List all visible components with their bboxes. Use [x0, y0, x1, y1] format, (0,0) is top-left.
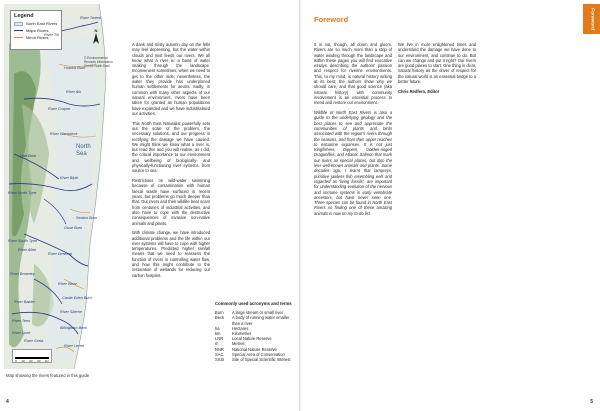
label-river-north-tyne: River North Tyne	[8, 191, 37, 195]
label-howick-burn: Howick Burn	[64, 66, 86, 70]
acronyms-box	[215, 301, 295, 362]
acronym-term: km	[215, 331, 221, 337]
label-river-south-tyne: River South Tyne	[8, 239, 38, 243]
label-river-derwent: River Derwent	[48, 252, 73, 256]
label-river-tweed: River Tweed	[80, 16, 102, 20]
paragraph: This North East Naturalist powerfully sets out the scale of the problem, the necessary solutions, and our progress in rectifying the damage we have caused. We might think we know what a river is, but read this and you will realise, as I did, the critical importance to our environment and wellbeing of biologically- and physically-functioning river systems, from source to sea.	[132, 120, 210, 174]
label-river-skerne: River Skerne	[60, 310, 82, 314]
label-castle-eden-burn: Castle Eden Burn	[62, 296, 92, 300]
scale-tick: 30	[37, 359, 41, 363]
label-seaton-burn: Seaton Burn	[76, 216, 98, 220]
acronym-term: ha	[215, 325, 220, 331]
acronym-meaning: National Nature Reserve	[232, 346, 277, 352]
legend-title: Legend	[14, 13, 34, 19]
label-river-leven: River Leven	[64, 344, 85, 348]
map-caption: Map showing the rivers featured in this guide	[6, 373, 90, 378]
acronym-meaning: A large stream or small river	[232, 310, 283, 316]
paragraph: Restrictions on wild-water swimming because of contamination with human faecal waste have surfaced in recent years, but problems go much deeper than that. Our rivers and their wildlife bear scars from centuries of industrial activities, and also have to cope with the destructive consequences of invasive non-native animals and plants.	[132, 178, 210, 226]
label-river-allen: River Allen	[18, 248, 37, 252]
acronym-term: LNR	[215, 336, 224, 342]
acronym-term: NNR	[215, 346, 224, 352]
label-river-coquet: River Coquet	[48, 107, 71, 111]
right-page	[301, 0, 600, 411]
paragraph: We live in more enlightened times and understand the damage we have done to our environment, and continue to do. But can we change and put it right? Our rivers are good places to start. One thing is clear, natural history as the driver of respect for the natural world is an essential bridge to a better future.	[398, 42, 476, 85]
label-river-balder: River Balder	[14, 300, 35, 304]
legend-label: North East Rivers	[26, 21, 58, 26]
sea-label-line-1: North	[76, 144, 91, 150]
label-river-browney: River Browney	[10, 272, 35, 276]
map-credit: © Environmental Records Information Centre North East	[84, 56, 113, 68]
acronym-row	[215, 357, 295, 362]
acronym-meaning: Special Area of Conservation	[232, 351, 285, 357]
scale-unit: km	[44, 359, 49, 363]
acronym-term: Beck	[215, 315, 225, 321]
acronym-meaning: Hectares	[232, 325, 249, 331]
label-river-lune: River Lune	[12, 331, 31, 335]
minor-river-swatch	[14, 37, 23, 38]
rivers-map	[4, 4, 118, 369]
scale-tick: 20	[29, 359, 33, 363]
label-billingham-beck: Billingham Beck	[60, 326, 88, 330]
page-number-right: 5	[590, 399, 593, 405]
north-arrow-icon	[90, 28, 102, 46]
label-ouse-burn: Ouse Burn	[64, 226, 83, 230]
label-river-aln: River Aln	[66, 90, 82, 94]
map-legend	[10, 10, 62, 50]
legend-label: Minor Rivers	[26, 35, 49, 40]
label-river-wear: River Wear	[58, 282, 77, 286]
sea-label-line-2: Sea	[76, 151, 87, 157]
paragraph: A dank and misty autumn day on the fells may feel depressing, but the water within clouds and mist feeds our rivers. We all know what a river is: a band of water snaking through the landscape. Inconvenient sometimes, when we need to get to the other side; nevertheless, the water they provide has underpinned human settlements for aeons. Sadly, in common with many other aspects of our natural environment, rivers have been taken for granted as human populations have expanded and we have industrialised our activities.	[132, 42, 210, 116]
catchment-swatch	[14, 22, 23, 26]
label-river-blyth: River Blyth	[60, 176, 79, 180]
foreword-left-column	[132, 42, 210, 282]
left-page	[0, 0, 299, 411]
scale-tick: 10	[21, 359, 25, 363]
signature: Chris Redfern, Editor	[398, 88, 440, 94]
foreword-right-column-2	[398, 42, 476, 99]
acronym-term: SSSI	[215, 357, 225, 363]
legend-label: Major Rivers	[26, 28, 49, 33]
acronym-term: Burn	[215, 310, 224, 316]
acronym-row	[215, 315, 295, 325]
paragraph: Wildlife of North East Rivers is also a guide to the underlying geology and the best places to see and appreciate the communities of plants and birds associated with the region's rivers through the seasons, and from their upper reaches to estuarine expanses. It is not just Kingfishers, Dippers, Golden-ringed Dragonflies, and Atlantic Salmon that mark our rivers as special places, but also the less-well-known animals and plants. Some decades ago, I learnt that lampreys, primitive jawless fish resembling eels and regarded as 'living fossils', are important for understanding evolution of the nervous and immune systems in early vertebrate ancestors, but have never seen one. Three species can be found in North East Rivers so finding one of these amazing animals is now on my to-do list.	[314, 110, 392, 216]
sea-label	[76, 144, 91, 158]
scale-tick: 0	[15, 359, 17, 363]
acronym-term: m	[215, 341, 219, 347]
label-river-till: River Till	[44, 33, 59, 37]
svg-text:N: N	[94, 28, 98, 33]
paragraph: With climate change, we have introduced additional problems and the life within our river systems will have to cope with higher temperatures. Predicted higher rainfall means that we need to reassess the function of rivers in controlling water flow, and how this might contribute to the restoration of wetlands for reducing our carbon footprint.	[132, 230, 210, 278]
label-river-tees: River Tees	[12, 319, 31, 323]
legend-item-catchment	[14, 21, 58, 26]
page-number-left: 4	[6, 399, 9, 405]
page-title: Foreword	[314, 15, 349, 24]
map-scalebar	[12, 349, 52, 363]
label-river-wansbeck: River Wansbeck	[50, 132, 78, 136]
label-river-greta: River Greta	[24, 339, 44, 343]
paragraph: It is not, though, all doom and gloom. Rivers are so much more than a strip of water winding through the landscape and within these pages you will find evocative essays describing the authors' passion and respect for riverine environments. This, to my mind, is natural history writing at its best; the authors show why we should care, and that good science (aka natural history) with community involvement is an essential process to mend and restore our environment.	[314, 42, 392, 106]
foreword-right-column-1	[314, 42, 392, 221]
acronym-meaning: Kilometres	[232, 331, 252, 337]
section-tab-label: Foreword	[589, 8, 594, 30]
acronym-meaning: A body of running water smaller than a river	[232, 315, 290, 326]
label-hart-burn: Hart Burn	[20, 154, 37, 158]
acronym-term: SAC	[215, 351, 224, 357]
scalebar-numbers	[15, 359, 49, 363]
acronyms-heading: Commonly used acronyms and terms	[215, 301, 292, 306]
acronym-meaning: Metres	[232, 341, 245, 347]
section-tab	[583, 4, 600, 34]
acronym-meaning: Local Nature Reserve	[232, 336, 272, 342]
major-river-swatch	[14, 30, 23, 31]
acronym-meaning: Site of Special Scientific Interest	[232, 357, 291, 363]
